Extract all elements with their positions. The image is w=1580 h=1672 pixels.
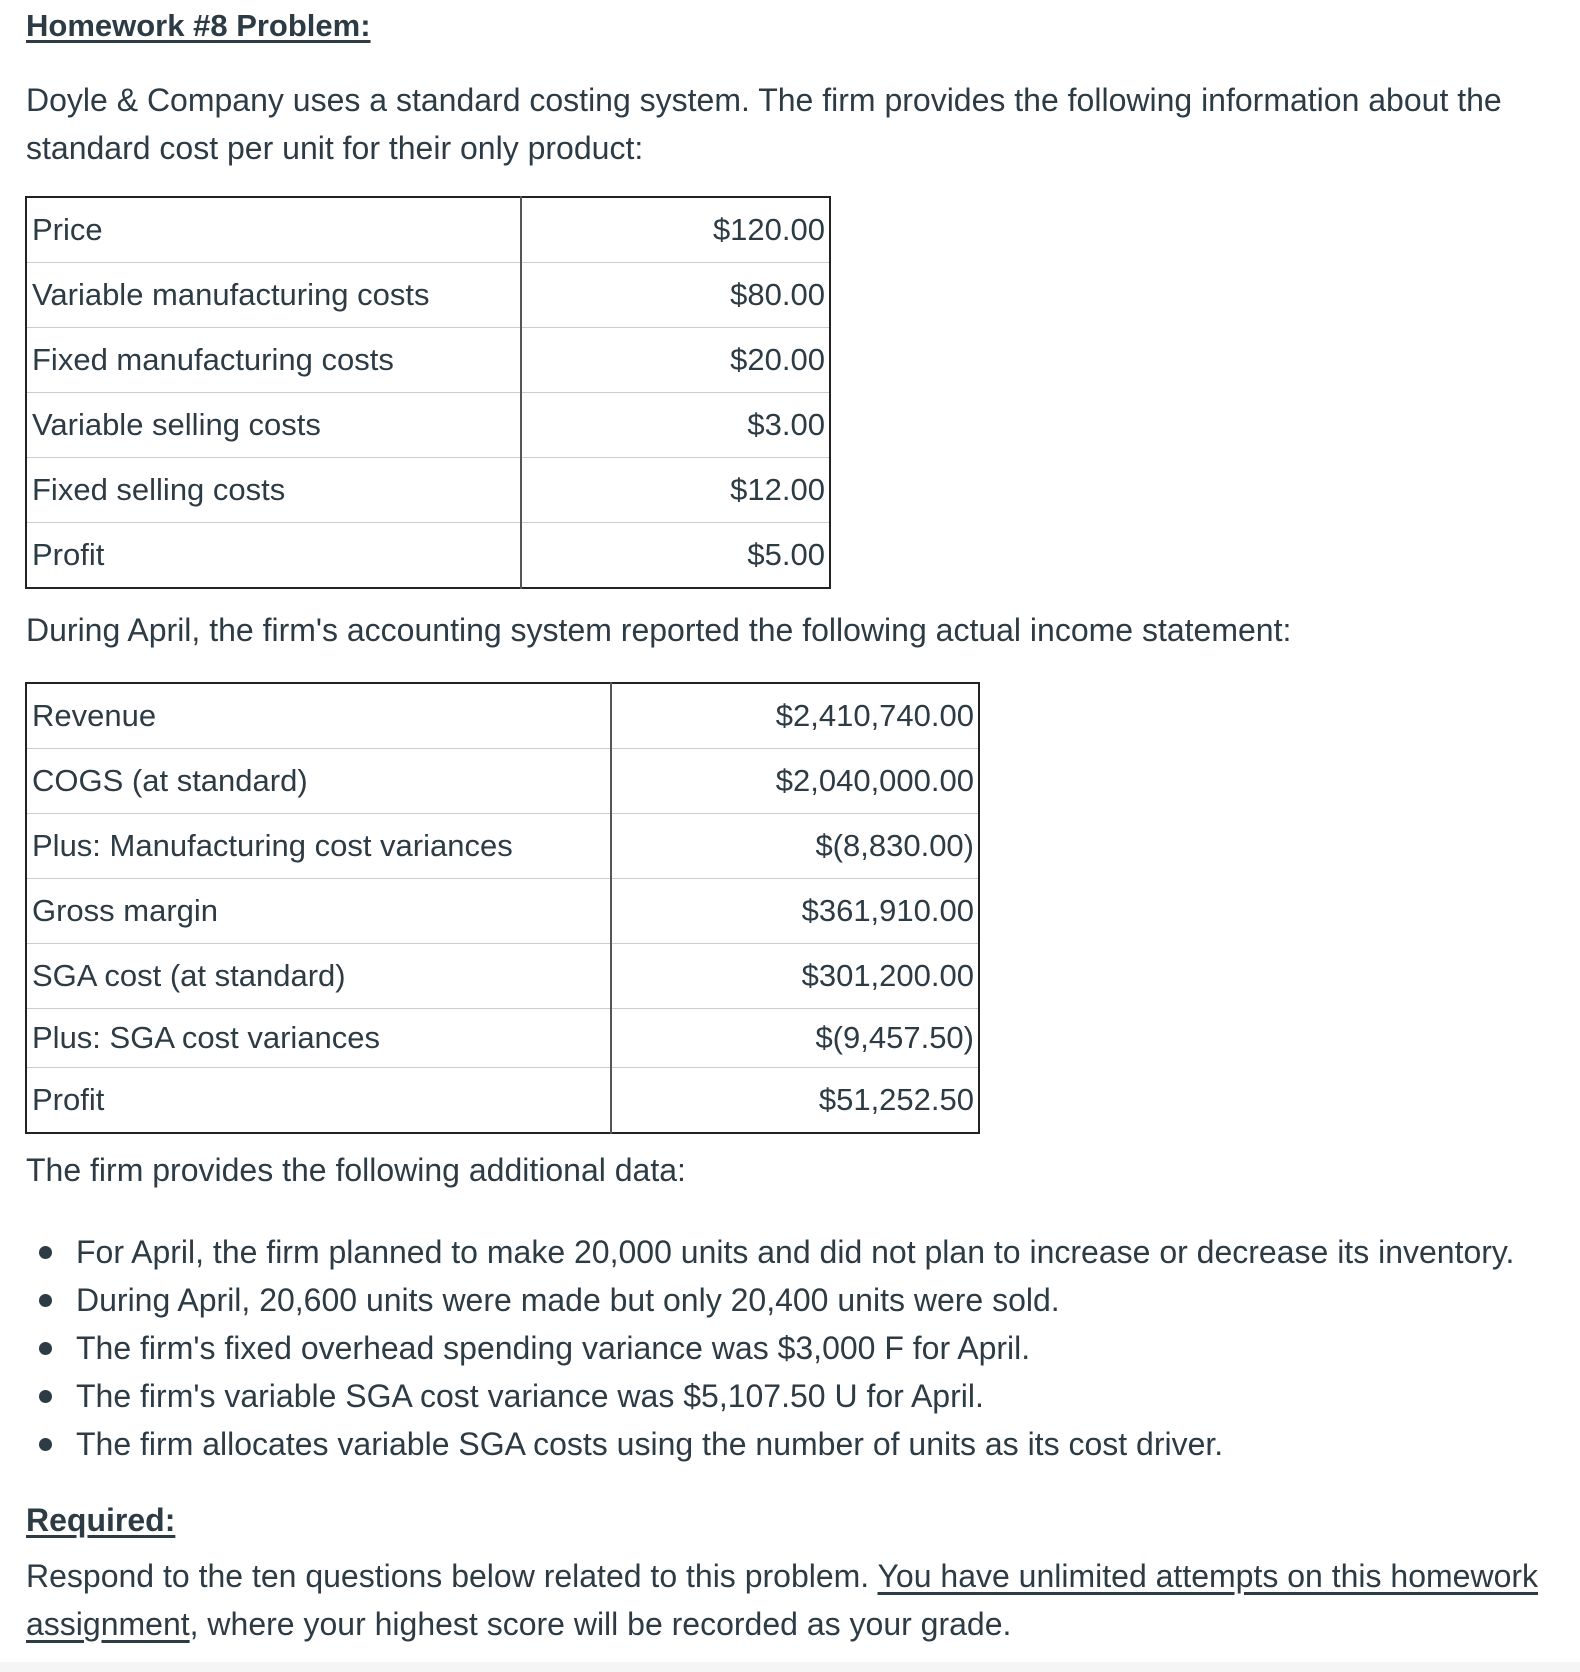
table-row: [26, 328, 830, 393]
bullet-icon: [39, 1342, 52, 1355]
list-item-text: The firm's variable SGA cost variance was $5,107.50 U for April.: [76, 1378, 984, 1414]
row-label: Price: [26, 197, 521, 263]
page-title: Homework #8 Problem:: [26, 8, 371, 43]
bullet-icon: [39, 1438, 52, 1451]
list-item-text: During April, 20,600 units were made but only 20,400 units were sold.: [76, 1282, 1060, 1318]
table-row: [26, 944, 979, 1009]
unlimited-attempts-note-cont: assignment: [26, 1606, 190, 1642]
table-row: [26, 263, 830, 328]
additional-data-list: [26, 1228, 1514, 1468]
list-item-text: The firm's fixed overhead spending variance was $3,000 F for April.: [76, 1330, 1031, 1366]
table-row: [26, 1068, 979, 1134]
table-row: [26, 683, 979, 749]
intro-paragraph: Doyle & Company uses a standard costing system. The firm provides the following information about the standard cost per unit for their only product:: [26, 82, 1502, 166]
income-statement-table: [25, 682, 980, 1134]
list-item: [76, 1276, 1514, 1324]
row-label: Fixed selling costs: [26, 458, 521, 523]
standard-cost-table: [25, 196, 831, 589]
table-row: [26, 879, 979, 944]
row-value: $5.00: [521, 523, 830, 589]
row-value: $301,200.00: [611, 944, 979, 1009]
row-label: Gross margin: [26, 879, 611, 944]
additional-data-intro: The firm provides the following additional data:: [26, 1152, 686, 1188]
row-value: $(9,457.50): [611, 1009, 979, 1068]
required-heading: Required:: [26, 1502, 176, 1538]
row-value: $3.00: [521, 393, 830, 458]
bullet-icon: [39, 1246, 52, 1259]
row-label: Revenue: [26, 683, 611, 749]
bottom-divider: [0, 1662, 1580, 1672]
bullet-icon: [39, 1294, 52, 1307]
list-item: [76, 1228, 1514, 1276]
row-value: $361,910.00: [611, 879, 979, 944]
table-row: [26, 197, 830, 263]
income-intro-paragraph: During April, the firm's accounting system reported the following actual income statement:: [26, 612, 1292, 648]
row-label: Variable selling costs: [26, 393, 521, 458]
row-label: Plus: Manufacturing cost variances: [26, 814, 611, 879]
row-label: SGA cost (at standard): [26, 944, 611, 1009]
row-label: COGS (at standard): [26, 749, 611, 814]
row-label: Profit: [26, 523, 521, 589]
row-label: Variable manufacturing costs: [26, 263, 521, 328]
unlimited-attempts-note: You have unlimited attempts on this homework: [877, 1558, 1539, 1594]
row-value: $2,410,740.00: [611, 683, 979, 749]
row-value: $12.00: [521, 458, 830, 523]
row-label: Fixed manufacturing costs: [26, 328, 521, 393]
row-value: $(8,830.00): [611, 814, 979, 879]
list-item: [76, 1324, 1514, 1372]
row-label: Plus: SGA cost variances: [26, 1009, 611, 1068]
instructions-tail: , where your highest score will be recorded as your grade.: [189, 1606, 1012, 1642]
table-row: [26, 393, 830, 458]
table-row: [26, 458, 830, 523]
table-row: [26, 814, 979, 879]
instructions-lead: Respond to the ten questions below related to this problem.: [26, 1558, 878, 1594]
list-item-text: The firm allocates variable SGA costs using the number of units as its cost driver.: [76, 1426, 1224, 1462]
instructions-paragraph: [26, 1552, 1546, 1648]
list-item: [76, 1372, 1514, 1420]
row-value: $120.00: [521, 197, 830, 263]
list-item-text: For April, the firm planned to make 20,000 units and did not plan to increase or decrease its inventory.: [76, 1234, 1515, 1270]
row-value: $20.00: [521, 328, 830, 393]
row-value: $80.00: [521, 263, 830, 328]
bullet-icon: [39, 1390, 52, 1403]
row-value: $2,040,000.00: [611, 749, 979, 814]
list-item: [76, 1420, 1514, 1468]
table-row: [26, 1009, 979, 1068]
table-row: [26, 523, 830, 589]
row-label: Profit: [26, 1068, 611, 1134]
table-row: [26, 749, 979, 814]
row-value: $51,252.50: [611, 1068, 979, 1134]
